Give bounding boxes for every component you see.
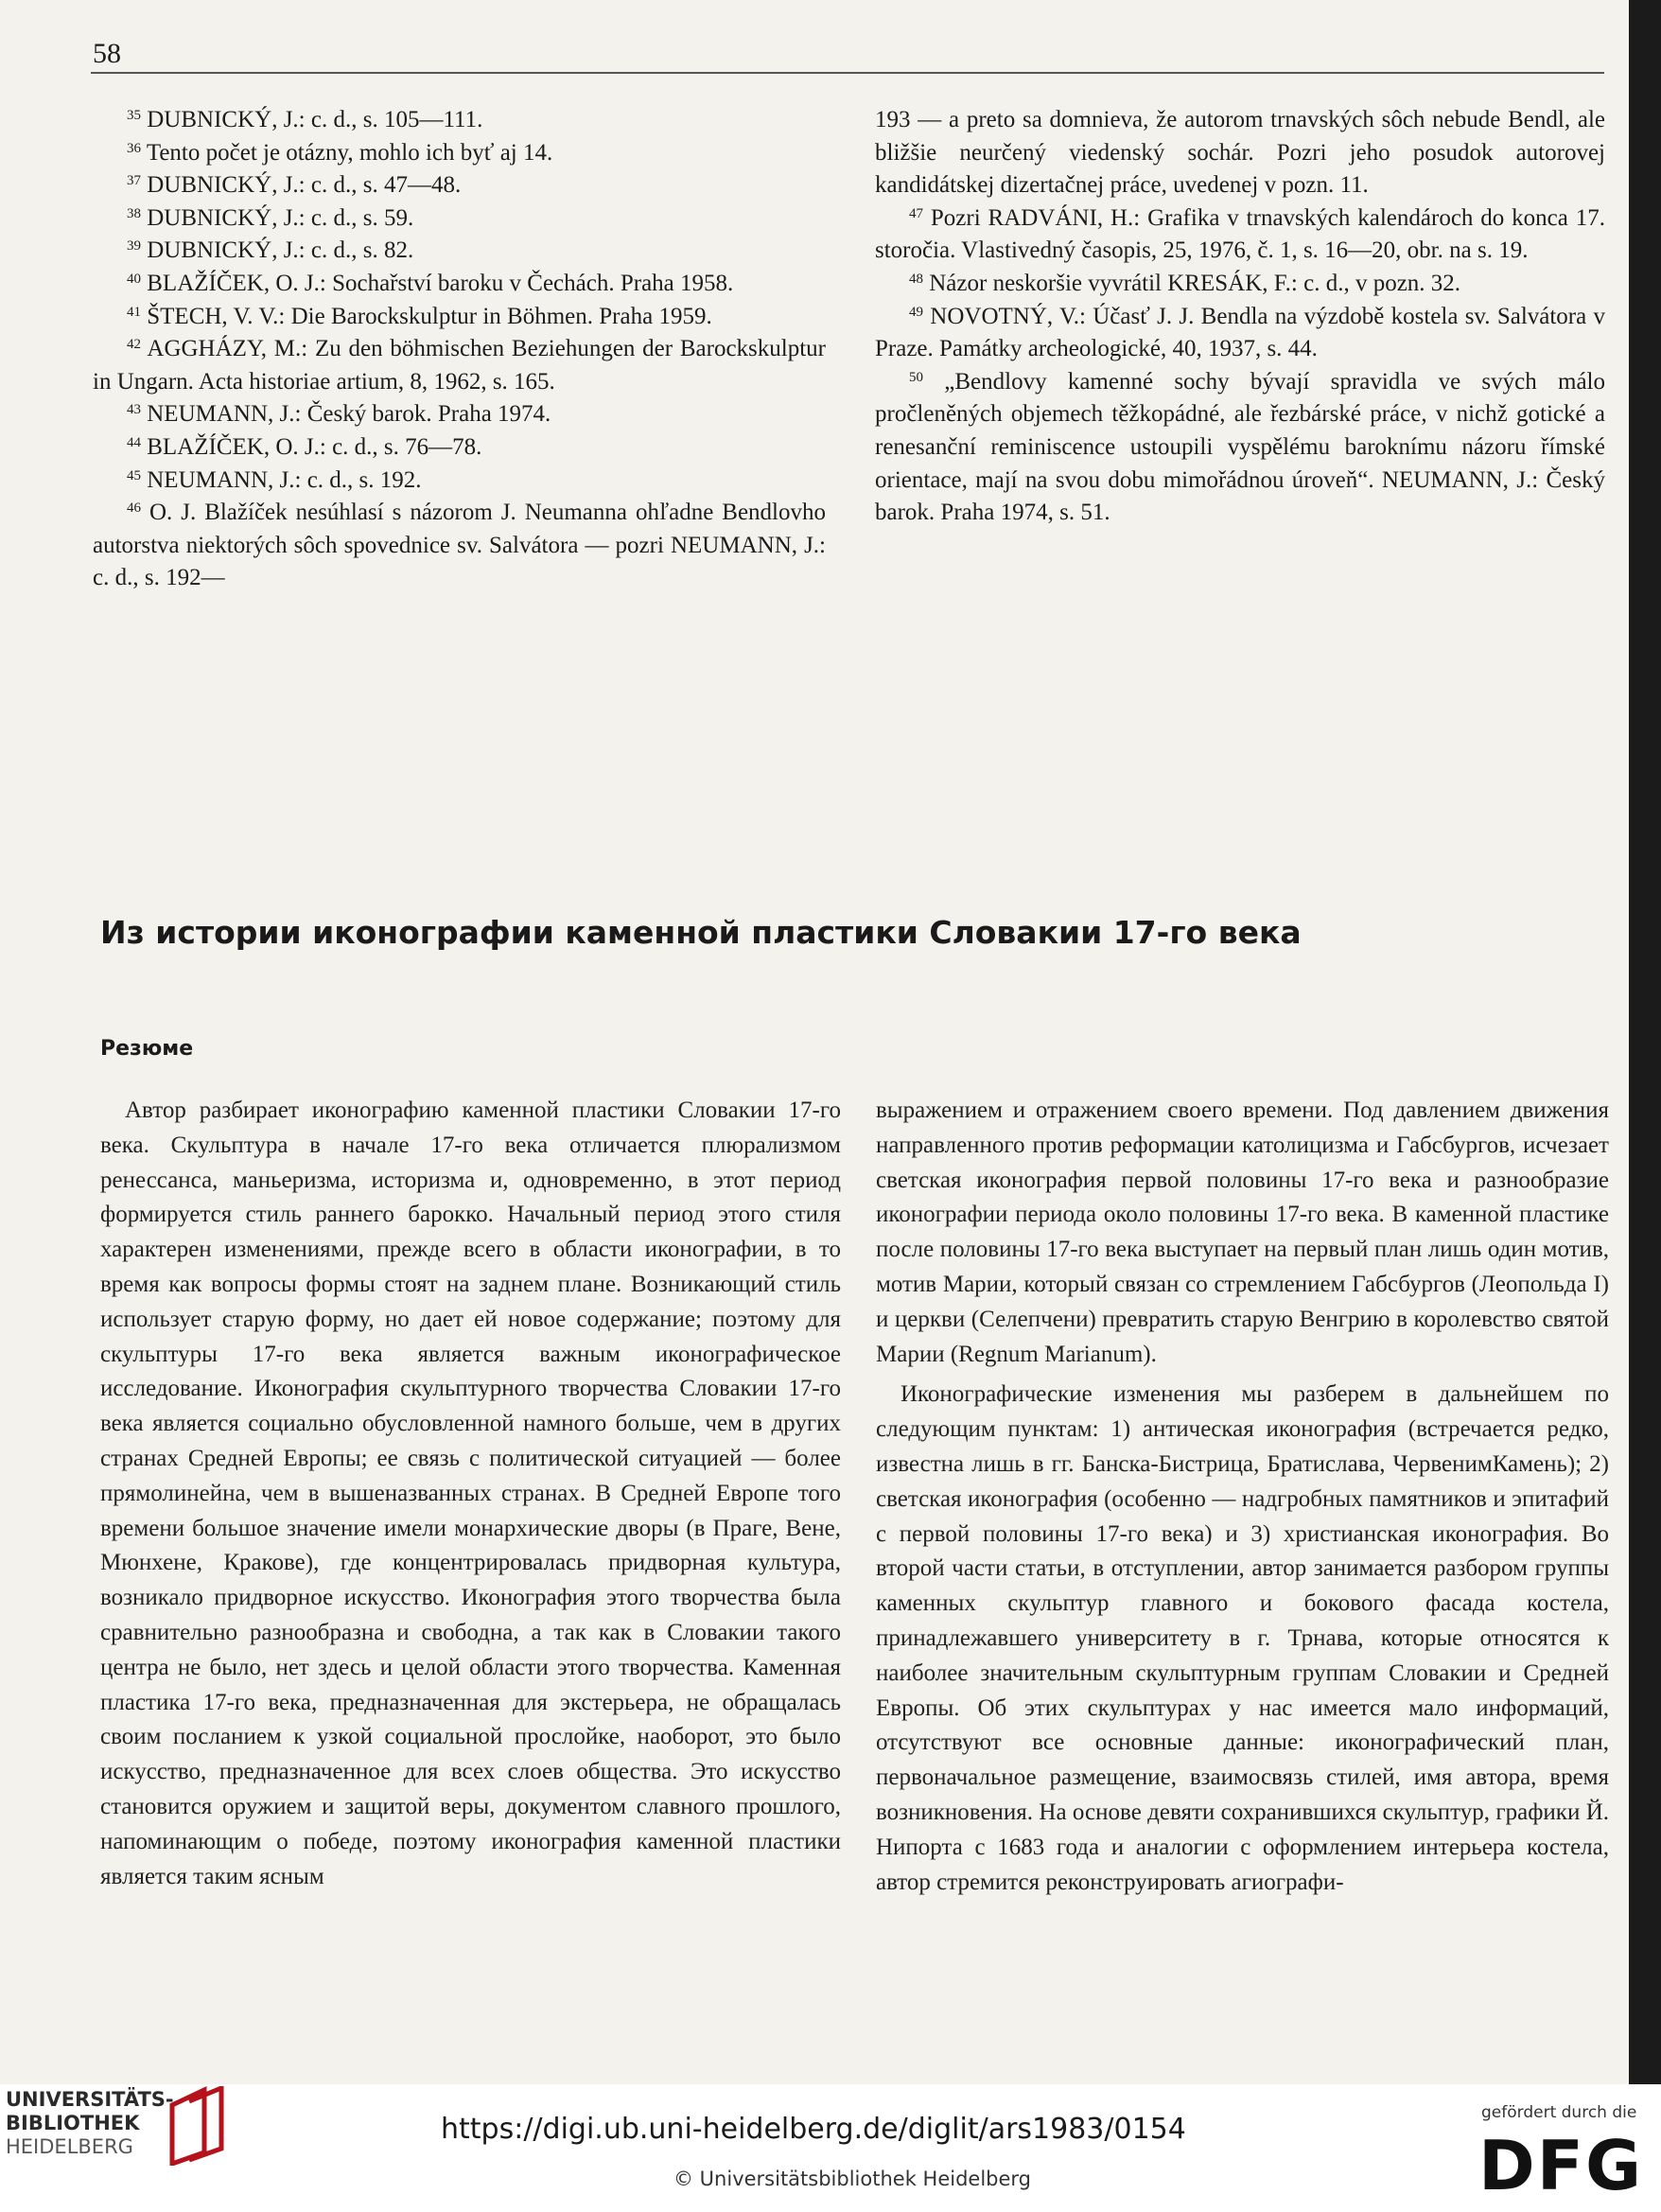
footnote: $^{50}$ „Bendlovy kamenné sochy bývají spravidla ve svých málo pročleněných objemech těžkopádné, ale řezbárské práce, v nichž gotické a renesanční reminiscence ustoupili vyspělému baroknímu názoru římské orientace, mají na svou dobu mimořádnou úroveň“. NEUMANN, J.: Český barok. Praha 1974, s. 51. (875, 368, 1605, 526)
footnote: $^{49}$ NOVOTNÝ, V.: Účasť J. J. Bendla na výzdobě kostela sv. Salvátora v Praze. Památky archeologické, 40, 1937, s. 44. (875, 303, 1606, 362)
permalink-url[interactable]: https://digi.ub.uni-heidelberg.de/diglit/ars1983/0154 (441, 2113, 1186, 2146)
library-logo-icon (166, 2086, 233, 2166)
footnote-number: 35 (127, 108, 141, 123)
dfg-logo: DFG (1478, 2126, 1644, 2205)
footnote-number: 36 (127, 140, 141, 156)
footnote-number: 44 (127, 434, 141, 450)
footnote-number: 49 (909, 304, 923, 320)
footnote-number: 43 (127, 402, 141, 418)
page-number: 58 (93, 38, 121, 69)
summary-left-column (100, 1094, 841, 1894)
summary-title: Из истории иконографии каменной пластики Словакии 17-го века (100, 914, 1302, 951)
paragraph: Иконографические изменения мы разберем в дальнейшем по следующим пунктам: 1) античеcкая иконография (встречается редко, известна лишь в гг. Банска-Бистрица, Братислава, ЧервенимКамень); 2) светская иконография (особенно — надгробных памятников и эпитафий с первой половины 17-го века) и 3) христианская иконография. Во второй части статьи, в отступлении, автор занимается разбором группы каменных скульптур главного и бокового фасада костела, принадлежавшего университету в г. Трнава, которые относятся к наиболее значительным скульптурным группам Словакии и Средней Европы. Об этих скульптурах у нас имеется мало информаций, отсутствуют все основные данные: иконографический план, первоначальное размещение, взаимосвязь стилей, имя автора, время возникновения. На основе девяти сохранившихся скульптур, графики Й. Нипорта с 1683 года и аналогии с оформлением интерьера костела, автор стремится реконструировать агиографи- (876, 1381, 1609, 1895)
summary-right-column (876, 1094, 1609, 1900)
footnote-number: 45 (127, 467, 141, 483)
footnote-number: 39 (127, 238, 141, 255)
footnote-number: 46 (127, 500, 141, 517)
funding-caption: gefördert durch die (1481, 2103, 1637, 2122)
footnote-continuation: 193 — a preto sa domnieva, že autorom trnavských sôch nebude Bendl, ale bližšie neurčený viedenský sochár. Pozri jeho posudok autorovej kandidátskej dizertačnej práce, uvedenej v pozn. 11. (875, 107, 1605, 199)
footnote: $^{41}$ ŠTECH, V. V.: Die Barockskulptur in Böhmen. Praha 1959. (127, 303, 712, 329)
footnote: $^{40}$ BLAŽÍČEK, O. J.: Sochařství baroku v Čechách. Praha 1958. (127, 270, 734, 296)
footnote-number: 40 (127, 271, 141, 287)
footnote-number: 42 (127, 337, 141, 353)
viewer-footer (0, 2084, 1661, 2212)
paragraph: Автор разбирает иконографию каменной пластики Словакии 17-го века. Скульптура в начале 17-го века отличается плюрализмом ренессанса, маньеризма, историзма и, одновременно, в этот период формируется стиль раннего барокко. Начальный период этого стиля характерен изменениями, прежде всего в области иконографии, в то время как вопросы формы стоят на заднем плане. Возникающий стиль использует старую форму, но дает ей новое содержание; поэтому для скульптуры 17-го века является важным иконографическое исследование. Иконография скульптурного творчества Словакии 17-го века является социально обусловленной намного больше, чем в других странах Средней Европы; ее связь с политической ситуацией — более прямолинейна, чем в вышеназванных странах. В Средней Европе того времени большое значение имели монархические дворы (в Праге, Вене, Мюнхене, Кракове), где концентрировалась придворная культура, возникало придворное искусство. Иконография этого творчества была сравнительно разнообразна и свободна, а так как в Словакии такого центра не было, нет здесь и целой области этого творчества. Каменная пластика 17-го века, предназначенная для экстерьера, не обращалась своим посланием к узкой социальной прослойке, наоборот, это было искусство, предназначенное для всех слоев общества. Это искусство становится оружием и защитой веры, документом славного прошлого, напоминающим о победе, поэтому иконография каменной пластики является таким ясным (100, 1097, 841, 1889)
library-logo-text: UNIVERSITÄTS- BIBLIOTHEK HEIDELBERG (6, 2088, 174, 2158)
footnote-number: 37 (127, 173, 141, 189)
footnote: $^{39}$ DUBNICKÝ, J.: c. d., s. 82. (127, 237, 414, 264)
footnote: $^{44}$ BLAŽÍČEK, O. J.: c. d., s. 76—78. (127, 433, 482, 460)
footnote: $^{36}$ Tento počet je otázny, mohlo ich byť aj 14. (127, 139, 553, 166)
footnote: $^{38}$ DUBNICKÝ, J.: c. d., s. 59. (127, 204, 414, 231)
footnote: $^{48}$ Názor neskoršie vyvrátil KRESÁK, F.: c. d., v pozn. 32. (909, 270, 1461, 296)
scan-edge (1629, 0, 1661, 2084)
footnote-number: 41 (127, 304, 141, 320)
footnote: $^{42}$ AGGHÁZY, M.: Zu den böhmischen Beziehungen der Barockskulptur in Ungarn. Acta historiae artium, 8, 1962, s. 165. (93, 336, 827, 395)
paragraph: выражением и отражением своего времени. Под давлением движения направленного против реформации католицизма и Габсбургов, исчезает светская иконография первой половины 17-го века и разнообразие иконографии периода около половины 17-го века. В каменной пластике после половины 17-го века выступает на первый план лишь один мотив, мотив Марии, который связан со стремлением Габсбургов (Леопольда I) и церкви (Селепчени) превратить старую Венгрию в королевство святой Марии (Regnum Marianum). (876, 1097, 1609, 1367)
header-rule (91, 72, 1604, 74)
footnote-number: 47 (909, 205, 923, 221)
footnote-number: 38 (127, 205, 141, 221)
footnote: $^{45}$ NEUMANN, J.: c. d., s. 192. (127, 466, 422, 493)
footnote: $^{37}$ DUBNICKÝ, J.: c. d., s. 47—48. (127, 172, 462, 199)
footnote: $^{35}$ DUBNICKÝ, J.: c. d., s. 105—111. (127, 107, 483, 132)
footnote-number: 50 (909, 369, 923, 385)
footnotes-left-column (93, 104, 826, 595)
footnote: $^{43}$ NEUMANN, J.: Český barok. Praha 1974. (127, 401, 551, 428)
footnote: $^{47}$ Pozri RADVÁNI, H.: Grafika v trnavských kalendároch do konca 17. storočia. Vlastivedný časopis, 25, 1976, č. 1, s. 16—20, obr. na s. 19. (875, 204, 1605, 264)
footnotes-right-column (875, 104, 1605, 530)
footnote: $^{46}$ O. J. Blažíček nesúhlasí s názorom J. Neumanna ohľadne Bendlovho autorstva niektorých sôch spovednice sv. Salvátora — pozri NEUMANN, J.: c. d., s. 192— (93, 500, 826, 591)
footnote-number: 48 (909, 271, 923, 287)
summary-heading: Резюме (100, 1037, 194, 1061)
copyright-notice: © Universitätsbibliothek Heidelberg (673, 2168, 1032, 2190)
